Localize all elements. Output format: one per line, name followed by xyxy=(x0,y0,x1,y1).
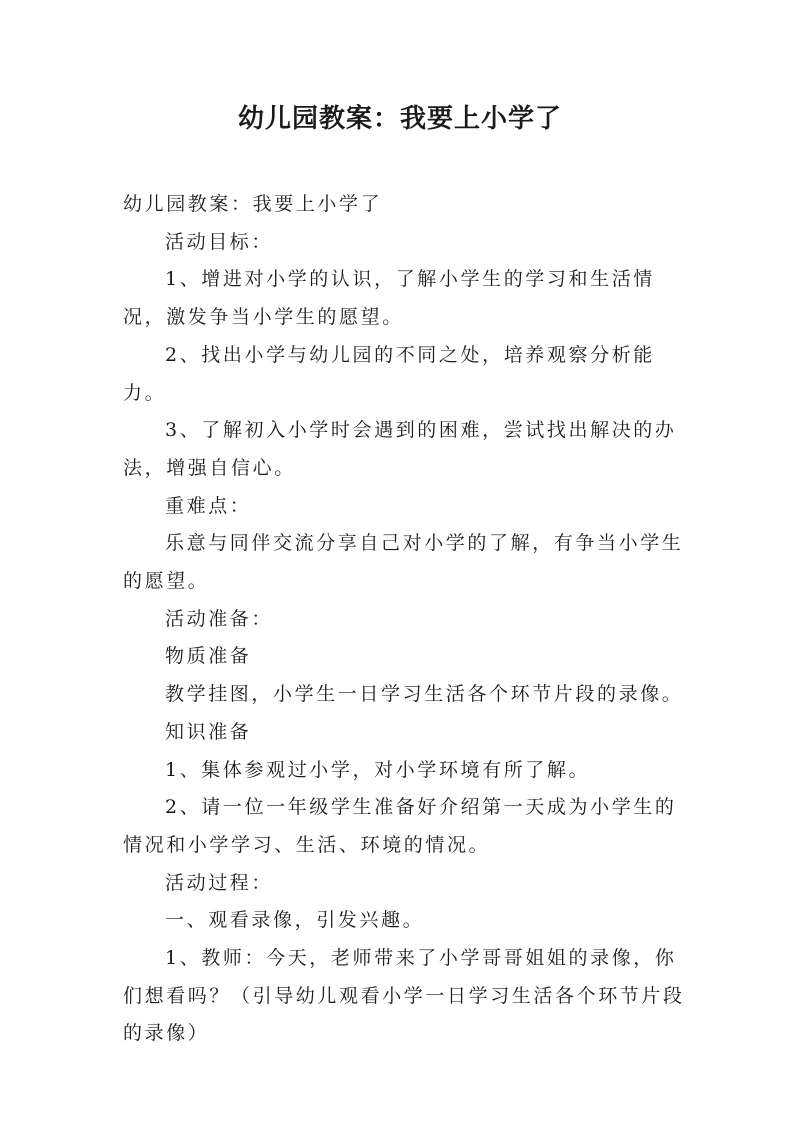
paragraph-knowledge-prep-label: 知识准备 xyxy=(165,720,252,743)
paragraph-key-points: 乐意与同伴交流分享自己对小学的了解，有争当小学生的愿望。 xyxy=(123,532,684,593)
paragraph-knowledge-prep-1: 1、集体参观过小学，对小学环境有所了解。 xyxy=(165,758,591,781)
paragraph-material-prep-label: 物质准备 xyxy=(165,645,252,668)
paragraph-material-prep: 教学挂图，小学生一日学习生活各个环节片段的录像。 xyxy=(165,683,684,706)
paragraph-knowledge-prep-2: 2、请一位一年级学生准备好介绍第一天成为小学生的情况和小学学习、生活、环境的情况。 xyxy=(123,796,677,856)
paragraph-objective-1: 1、增进对小学的认识，了解小学生的学习和生活情况，激发争当小学生的愿望。 xyxy=(123,268,655,329)
paragraph-key-points-label: 重难点： xyxy=(165,494,252,517)
paragraph-objective-3: 3、了解初入小学时会遇到的困难，尝试找出解决的办法，增强自信心。 xyxy=(123,419,677,479)
paragraph-preparation-label: 活动准备： xyxy=(165,607,274,630)
document-body xyxy=(123,186,698,1053)
paragraph-objective-2: 2、找出小学与幼儿园的不同之处，培养观察分析能力。 xyxy=(123,343,655,404)
paragraph-objectives-label: 活动目标： xyxy=(165,230,274,253)
paragraph-process-step-1: 一、观看录像，引发兴趣。 xyxy=(165,909,425,932)
document-title: 幼儿园教案：我要上小学了 xyxy=(237,104,562,134)
paragraph-process-step-1-1: 1、教师：今天，老师带来了小学哥哥姐姐的录像，你们想看吗？（引导幼儿观看小学一日学习生活各个环节片段的录像） xyxy=(123,947,685,1045)
paragraph-process-label: 活动过程： xyxy=(165,871,274,894)
paragraph-heading: 幼儿园教案：我要上小学了 xyxy=(123,193,383,215)
